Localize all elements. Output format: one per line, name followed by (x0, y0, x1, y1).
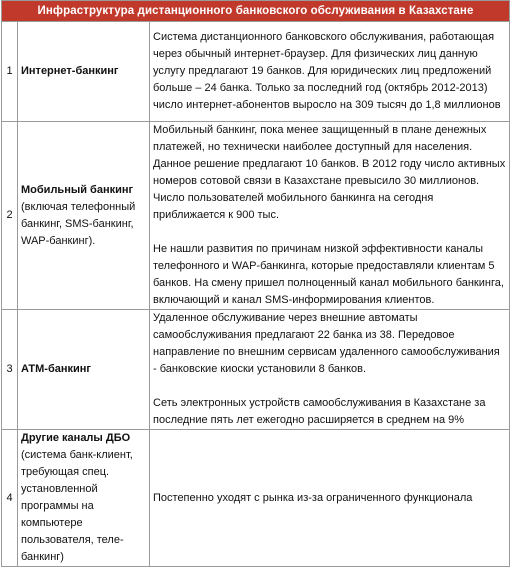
channel-name: Интернет-банкинг (21, 65, 119, 77)
description-paragraph: Не нашли развития по причинам низкой эффективности каналы телефонного и WAP-банкинга, которые предоставляли клиентам 5 банков. На смену пришел полноценный канал мобильного банкинга, включающий и канал SMS-информирования клиентов. (153, 243, 504, 306)
row-number: 1 (2, 22, 18, 122)
row-number: 3 (2, 310, 18, 430)
channel-name: Другие каналы ДБО (21, 432, 131, 444)
channel-description (150, 22, 510, 122)
table-row (2, 22, 510, 122)
channel-description (150, 430, 510, 567)
description-paragraph: Удаленное обслуживание через внешние автоматы самообслуживания предлагают 22 банка из 38. Передовое направление по внешним сервисам удаленного самообслуживания - банковские киоски установили 8 банков. (153, 312, 500, 375)
row-number: 2 (2, 122, 18, 310)
channel-description (150, 310, 510, 430)
table-row (2, 122, 510, 310)
table-row (2, 310, 510, 430)
channel-description (150, 122, 510, 310)
description-paragraph: Постепенно уходят с рынка из-за ограниченного функционала (153, 491, 473, 504)
table-title-row (2, 1, 510, 22)
description-paragraph: Сеть электронных устройств самообслуживания в Казахстане за последние пять лет ежегодно расширяется в среднем на 9% (153, 397, 486, 426)
channel-name: Мобильный банкинг (21, 183, 134, 196)
table-row (2, 430, 510, 567)
channel-name: АТМ-банкинг (21, 363, 91, 375)
channel-subtitle: (включая телефонный банкинг, SMS-банкинг, WAP-банкинг). (21, 200, 136, 247)
description-paragraph: Мобильный банкинг, пока менее защищенный в плане денежных платежей, но технически наиболее доступный для населения. Данное решение предлагают 10 банков. В 2012 году число активных номеров сотовой связи в Казахстане превысило 30 миллионов. Число пользователей мобильного банкинга на сегодня приближается к 900 тыс. (153, 124, 506, 221)
channel-name-cell (18, 310, 150, 430)
channel-name-cell (18, 22, 150, 122)
description-paragraph: Система дистанционного банковского обслуживания, работающая через обычный интернет-браузер. Для физических лиц данную услугу предлагают 19 банков. Для юридических лиц предложений больше – 24 банка. Только за последний год (октябрь 2012-2013) число интернет-абонентов выросло на 309 тысяч до 1,8 миллионов (153, 31, 501, 111)
table-title: Инфраструктура дистанционного банковского обслуживания в Казахстане (2, 1, 510, 22)
row-number: 4 (2, 430, 18, 567)
channel-name-cell (18, 430, 150, 567)
channel-name-cell (18, 122, 150, 310)
infrastructure-table (1, 0, 510, 567)
channel-subtitle: (система банк-клиент, требующая спец. установленной программы на компьютере пользователя, теле-банкинг) (21, 449, 133, 563)
